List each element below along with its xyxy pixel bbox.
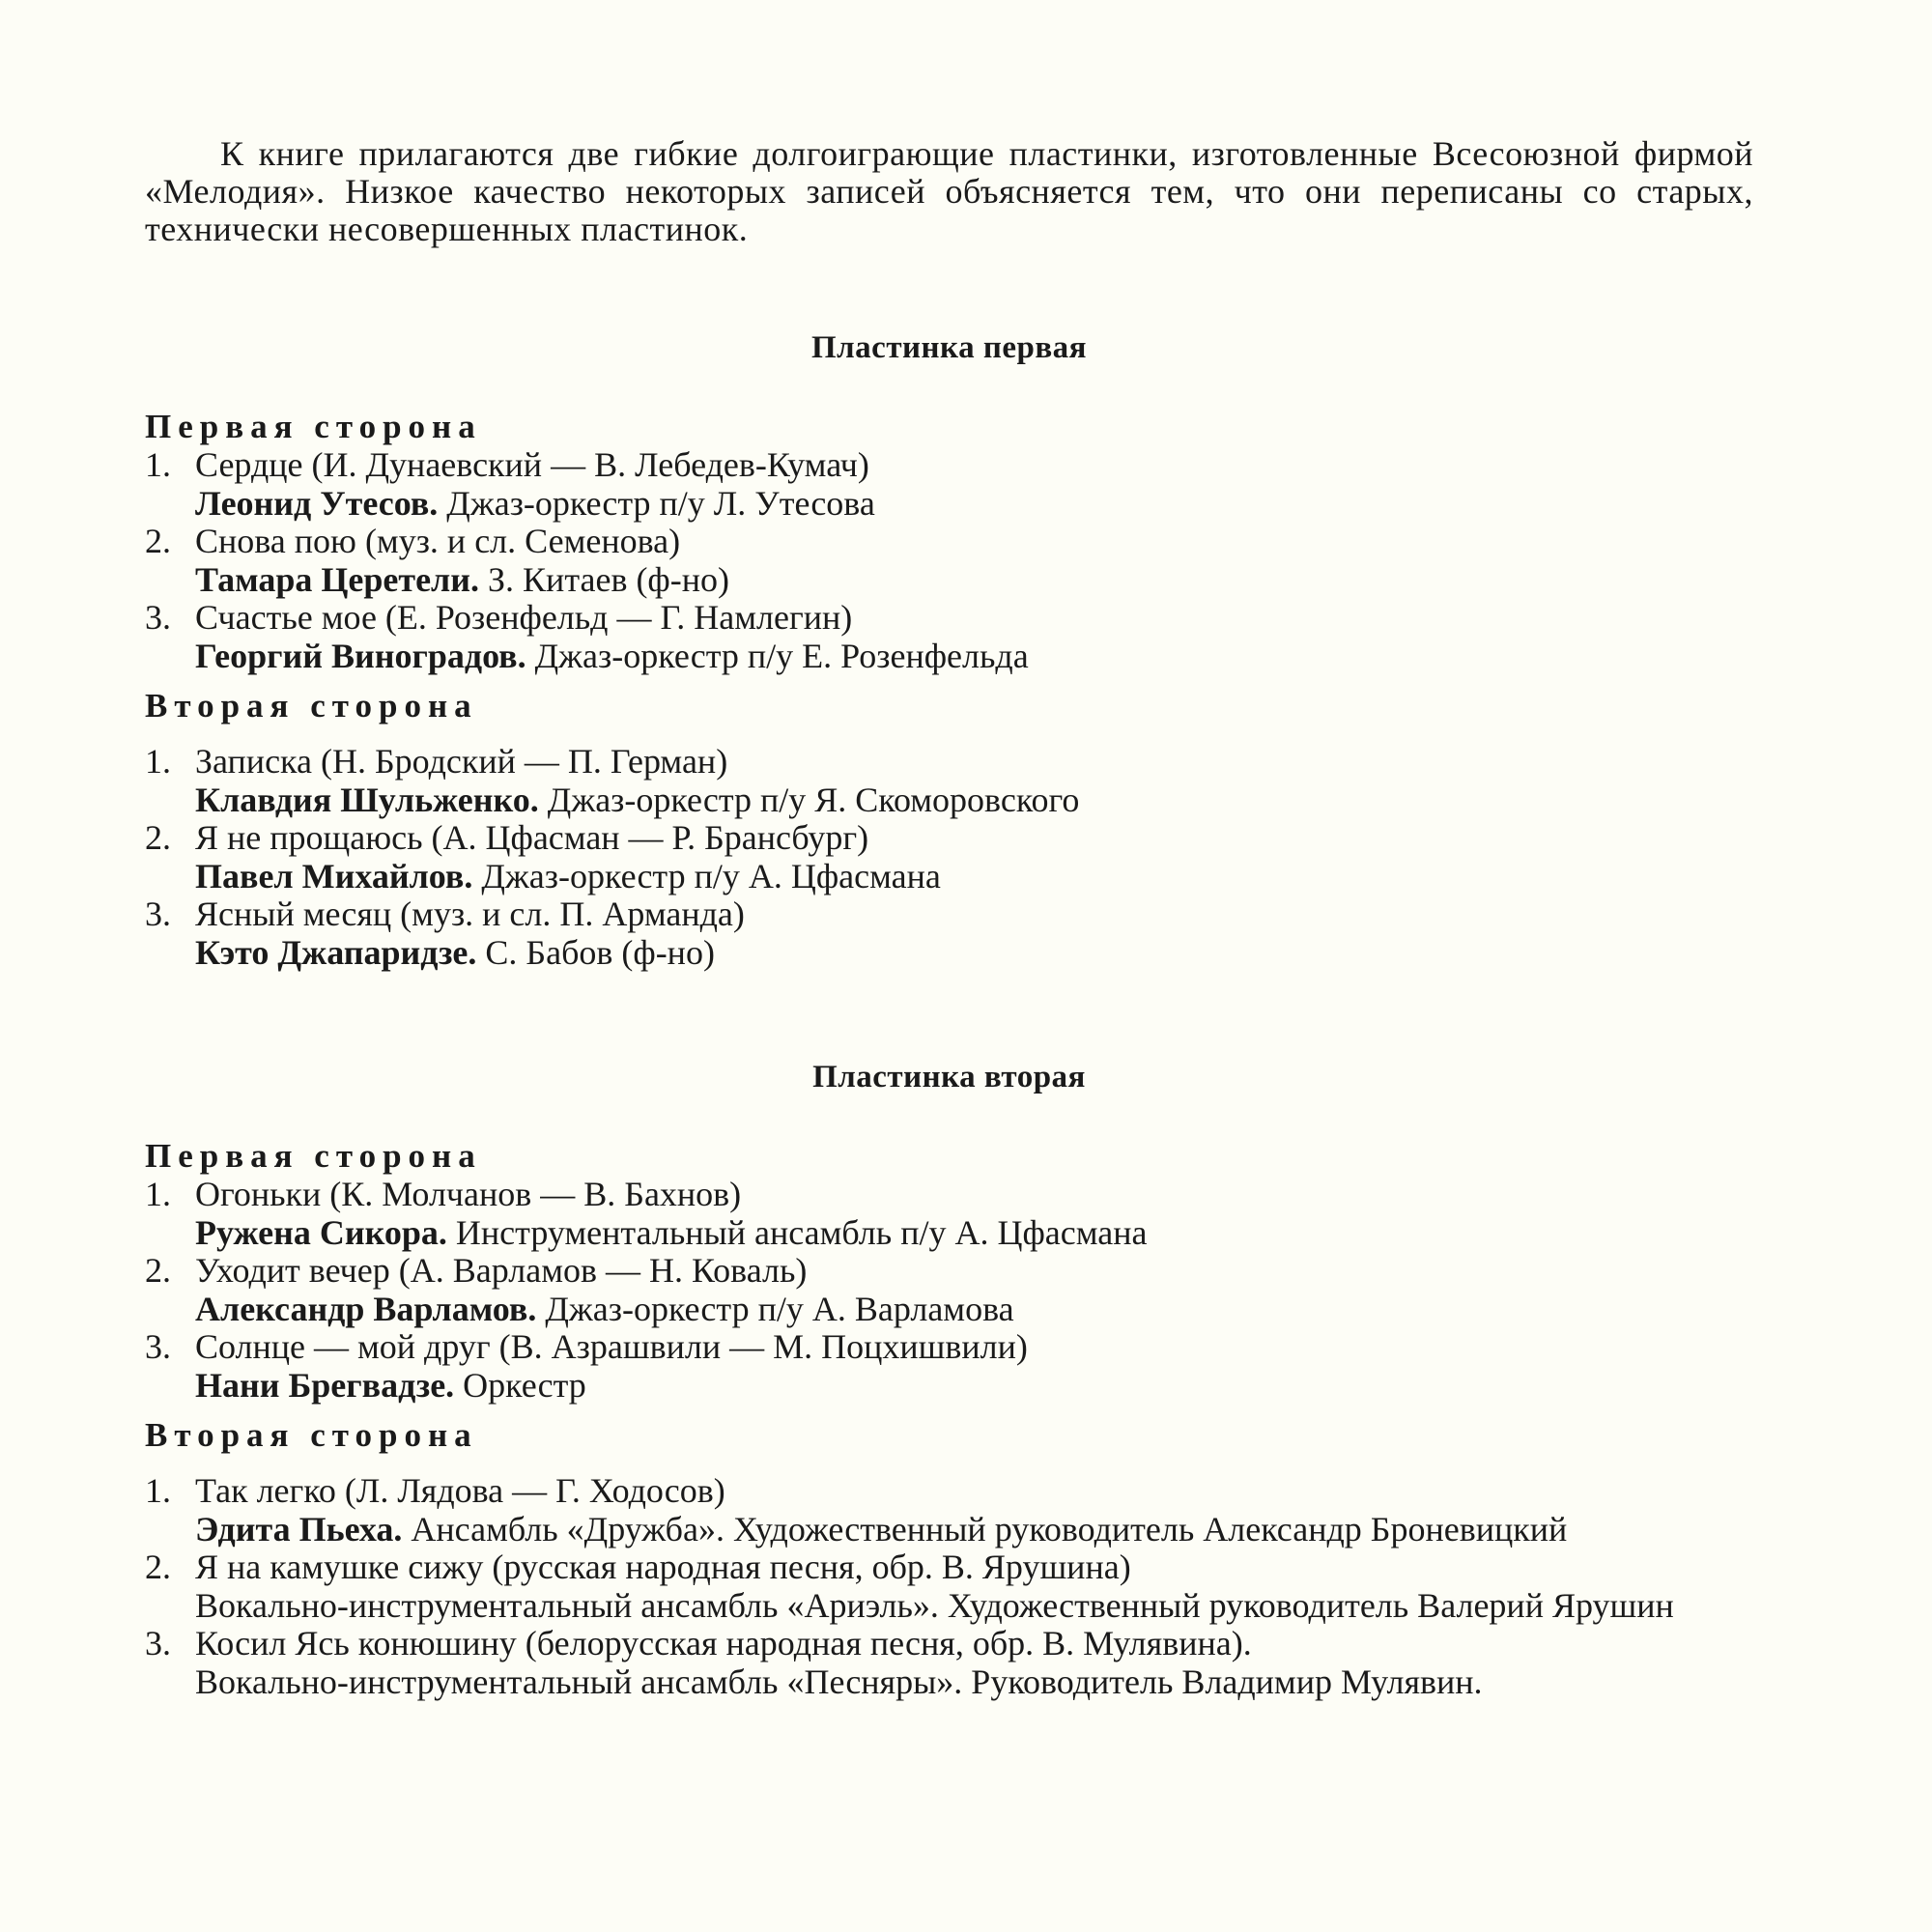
track-item (145, 523, 1753, 599)
track-performer: Кэто Джапаридзе. (195, 932, 477, 972)
track-song: Уходит вечер (А. Варламов — Н. Коваль) (195, 1251, 808, 1290)
track-item (145, 1328, 1753, 1405)
track-accompaniment: Джаз-оркестр п/у А. Варламова (545, 1289, 1014, 1328)
side-1 (145, 408, 1753, 675)
track-performer: Леонид Утесов. (195, 483, 439, 523)
track-number: 1. (145, 445, 171, 484)
track-item (145, 819, 1753, 895)
track-item (145, 599, 1753, 675)
track-accompaniment: Джаз-оркестр п/у Е. Розенфельда (534, 636, 1029, 675)
track-performer: Павел Михайлов. (195, 856, 473, 895)
track-accompaniment: Ансамбль «Дружба». Художественный руководитель Александр Броневицкий (411, 1509, 1568, 1548)
track-performer: Тамара Церетели. (195, 559, 479, 599)
track-number: 2. (145, 522, 171, 560)
record-1 (145, 328, 1753, 972)
track-accompaniment: Оркестр (463, 1365, 586, 1405)
side-1 (145, 1137, 1753, 1405)
track-item (145, 743, 1753, 819)
record-title: Пластинка первая (810, 330, 1088, 365)
record-2 (145, 1058, 1753, 1701)
side-title: Вторая сторона (145, 1416, 478, 1454)
track-number: 3. (145, 598, 171, 637)
track-song: Снова пою (муз. и сл. Семенова) (195, 522, 681, 560)
track-song: Я на камушке сижу (русская народная песня, обр. В. Ярушина) (195, 1548, 1131, 1586)
track-song: Счастье мое (Е. Розенфельд — Г. Намлегин) (195, 598, 853, 637)
track-song: Так легко (Л. Лядова — Г. Ходосов) (195, 1471, 725, 1510)
side-title: Первая сторона (145, 408, 482, 445)
intro-paragraph: К книге прилагаются две гибкие долгоиграющие пластинки, изготовленные Всесоюзной фирмой «Мелодия». Низкое качество некоторых записей объясняется тем, что они переписаны со старых, технически несовершенных пластинок. (145, 134, 1753, 248)
track-performer: Георгий Виноградов. (195, 636, 526, 675)
track-accompaniment: Инструментальный ансамбль п/у А. Цфасмана (455, 1212, 1148, 1252)
track-accompaniment: Вокально-инструментальный ансамбль «Песняры». Руководитель Владимир Мулявин. (195, 1662, 1483, 1701)
track-performer: Александр Варламов. (195, 1289, 537, 1328)
track-item (145, 1252, 1753, 1328)
track-accompaniment: С. Бабов (ф-но) (485, 932, 715, 972)
track-accompaniment: Вокально-инструментальный ансамбль «Ариэль». Художественный руководитель Валерий Ярушин (195, 1585, 1674, 1625)
track-performer: Эдита Пьеха. (195, 1509, 403, 1548)
track-number: 2. (145, 818, 171, 857)
track-song: Косил Ясь конюшину (белорусская народная песня, обр. В. Мулявина). (195, 1624, 1252, 1662)
track-performer: Клавдия Шульженко. (195, 780, 539, 819)
track-number: 2. (145, 1548, 171, 1586)
track-song: Сердце (И. Дунаевский — В. Лебедев-Кумач) (195, 445, 869, 484)
track-song: Солнце — мой друг (В. Азрашвили — М. Поцхишвили) (195, 1327, 1028, 1366)
track-number: 2. (145, 1251, 171, 1290)
track-number: 3. (145, 1624, 171, 1662)
track-number: 1. (145, 1471, 171, 1510)
track-song: Ясный месяц (муз. и сл. П. Арманда) (195, 895, 745, 933)
side-2 (145, 687, 1753, 972)
track-number: 3. (145, 1327, 171, 1366)
track-number: 1. (145, 1175, 171, 1213)
record-title: Пластинка вторая (812, 1060, 1086, 1094)
track-song: Огоньки (К. Молчанов — В. Бахнов) (195, 1175, 742, 1213)
side-title: Вторая сторона (145, 687, 478, 724)
track-number: 3. (145, 895, 171, 933)
track-item (145, 895, 1753, 972)
track-accompaniment: Джаз-оркестр п/у Л. Утесова (446, 483, 875, 523)
side-title: Первая сторона (145, 1137, 482, 1175)
side-2 (145, 1416, 1753, 1701)
track-song: Записка (Н. Бродский — П. Герман) (195, 742, 728, 781)
track-performer: Ружена Сикора. (195, 1212, 447, 1252)
track-accompaniment: З. Китаев (ф-но) (488, 559, 729, 599)
track-item (145, 1625, 1753, 1701)
track-number: 1. (145, 742, 171, 781)
track-song: Я не прощаюсь (А. Цфасман — Р. Брансбург) (195, 818, 869, 857)
track-item (145, 446, 1753, 523)
track-item (145, 1176, 1753, 1252)
track-performer: Нани Брегвадзе. (195, 1365, 455, 1405)
track-item (145, 1548, 1753, 1625)
track-item (145, 1472, 1753, 1548)
track-accompaniment: Джаз-оркестр п/у Я. Скоморовского (547, 780, 1080, 819)
track-accompaniment: Джаз-оркестр п/у А. Цфасмана (481, 856, 941, 895)
